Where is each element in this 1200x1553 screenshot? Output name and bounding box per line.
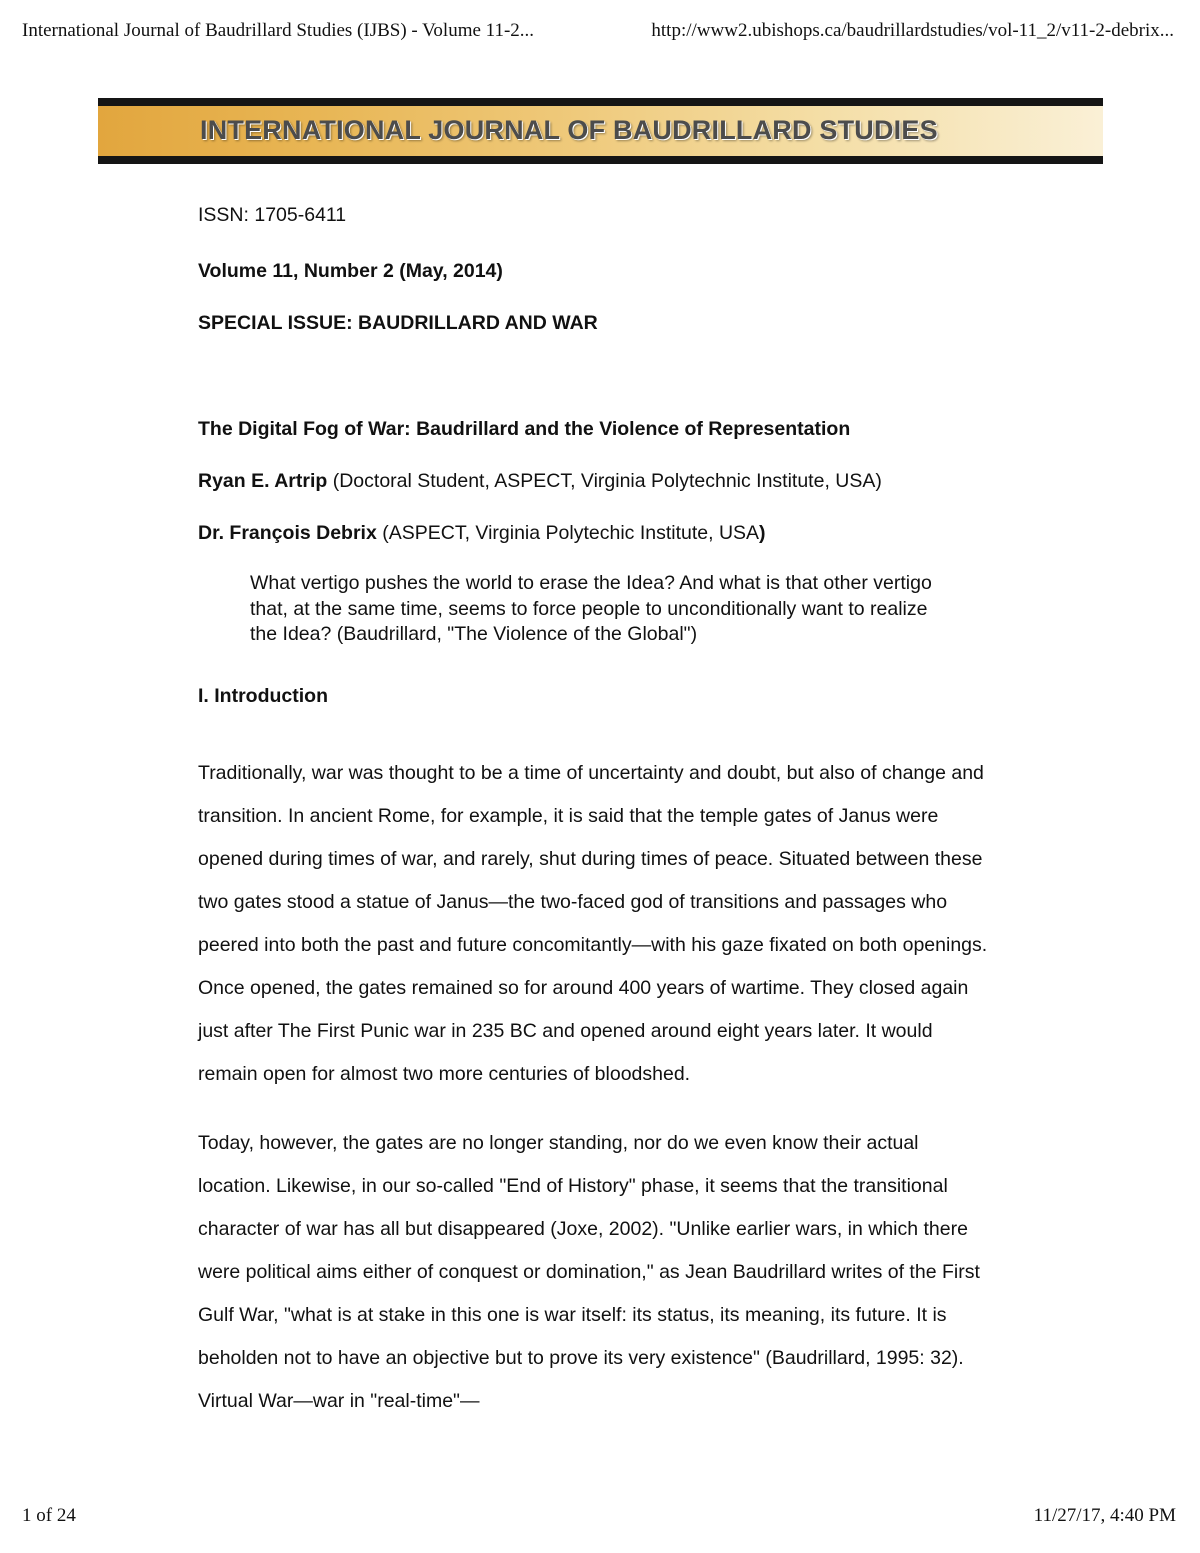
special-issue-title: SPECIAL ISSUE: BAUDRILLARD AND WAR <box>198 312 598 334</box>
journal-banner <box>98 98 1103 164</box>
author-affiliation-close: ) <box>759 522 766 544</box>
article-content <box>198 201 988 1449</box>
body-paragraph: Today, however, the gates are no longer standing, nor do we even know their actual location. Likewise, in our so-called "End of History" phase, it seems that the transitional character of war has all but disappeared (Joxe, 2002). "Unlike earlier wars, in which there were political aims either of conquest or domination," as Jean Baudrillard writes of the First Gulf War, "what is at stake in this one is war itself: its status, its meaning, its future. It is beholden not to have an objective but to prove its very existence" (Baudrillard, 1995: 32). Virtual War—war in "real-time"— <box>198 1131 980 1412</box>
article-title: The Digital Fog of War: Baudrillard and the Violence of Representation <box>198 418 851 440</box>
issn: ISSN: 1705-6411 <box>198 204 347 226</box>
author-affiliation: (ASPECT, Virginia Polytechic Institute, USA <box>376 522 760 544</box>
print-header-url[interactable]: http://www2.ubishops.ca/baudrillardstudies/vol-11_2/v11-2-debrix... <box>651 20 1174 41</box>
epigraph-quote: What vertigo pushes the world to erase the Idea? And what is that other vertigo that, at the same time, seems to force people to unconditionally want to realize the Idea? (Baudrillard, "The Violence of the Global") <box>250 572 932 645</box>
author-line <box>198 467 988 495</box>
print-header <box>22 20 1174 48</box>
volume-info: Volume 11, Number 2 (May, 2014) <box>198 260 503 282</box>
author-affiliation: (Doctoral Student, ASPECT, Virginia Polytechnic Institute, USA) <box>327 470 882 492</box>
section-heading: I. Introduction <box>198 684 328 707</box>
author-line <box>198 519 988 547</box>
print-timestamp: 11/27/17, 4:40 PM <box>1033 1505 1176 1526</box>
author-name: Dr. François Debrix <box>198 522 377 544</box>
author-name: Ryan E. Artrip <box>198 470 328 492</box>
journal-banner-title: INTERNATIONAL JOURNAL OF BAUDRILLARD STUDIES <box>200 115 938 145</box>
page-number: 1 of 24 <box>22 1505 76 1526</box>
print-footer <box>22 1505 1176 1533</box>
body-paragraph: Traditionally, war was thought to be a time of uncertainty and doubt, but also of change and transition. In ancient Rome, for example, it is said that the temple gates of Janus were opened during times of war, and rarely, shut during times of peace. Situated between these two gates stood a statue of Janus—the two-faced god of transitions and passages who peered into both the past and future concomitantly—with his gaze fixated on both openings. Once opened, the gates remained so for around 400 years of wartime. They closed again just after The First Punic war in 235 BC and opened around eight years later. It would remain open for almost two more centuries of bloodshed. <box>198 761 988 1085</box>
print-header-title: International Journal of Baudrillard Studies (IJBS) - Volume 11-2... <box>22 20 535 41</box>
